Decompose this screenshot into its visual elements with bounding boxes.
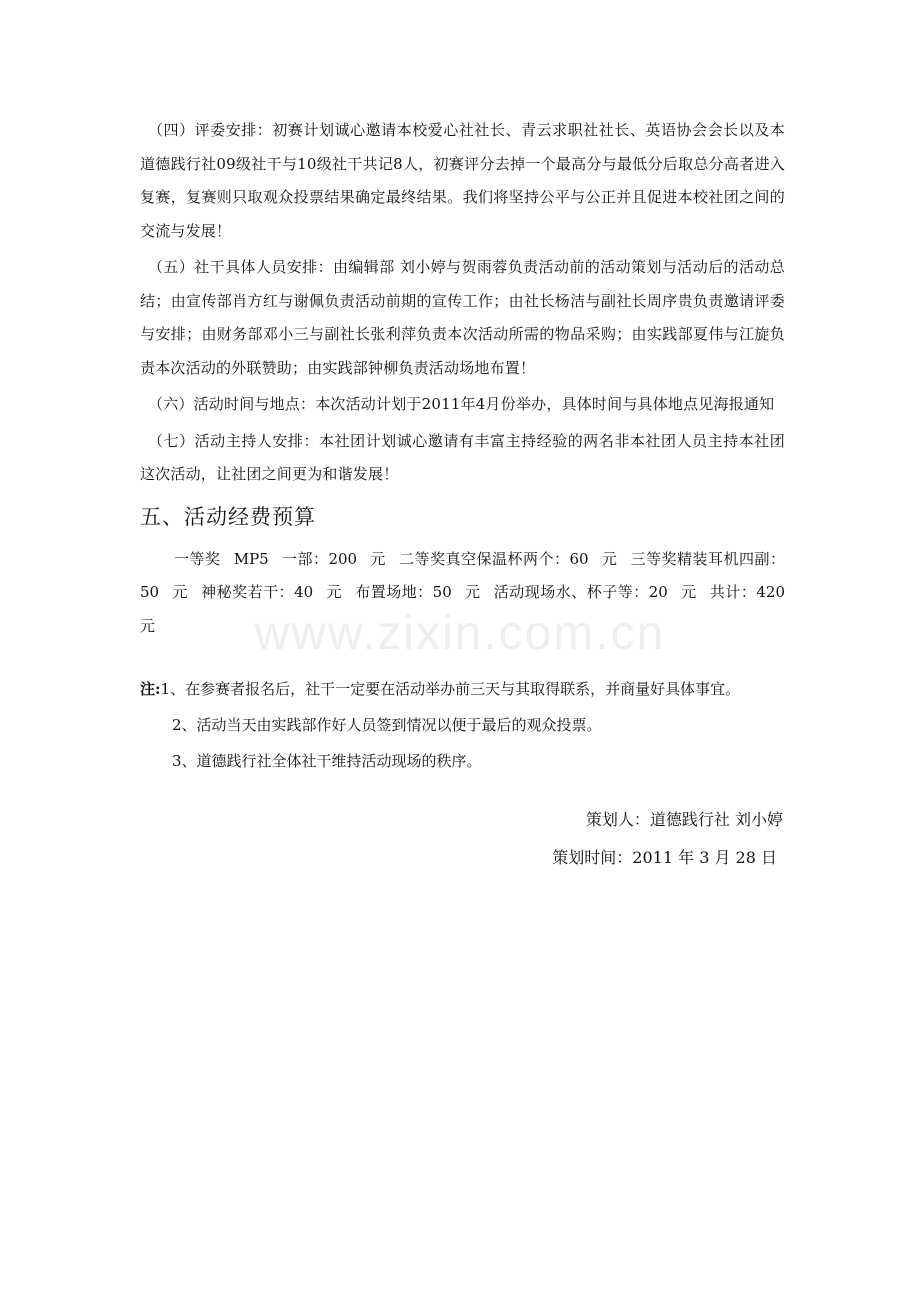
signature-block bbox=[140, 801, 785, 877]
note-item-1 bbox=[140, 671, 785, 707]
paragraph-staff: （五）社干具体人员安排：由编辑部 刘小婷与贺雨蓉负责活动前的活动策划与活动后的活动总结；由宣传部肖方红与谢佩负责活动前期的宣传工作；由社长杨洁与副社长周序贵负责邀请评委与安排；由财务部邓小三与副社长张利萍负责本次活动所需的物品采购；由实践部夏伟与江旋负责本次活动的外联赞助；由实践部钟柳负责活动场地布置！ bbox=[140, 258, 785, 377]
notes-block bbox=[140, 671, 785, 779]
section-title-budget: 五、活动经费预算 bbox=[140, 504, 316, 529]
paragraph-host: （七）活动主持人安排：本社团计划诚心邀请有丰富主持经验的两名非本社团人员主持本社团这次活动，让社团之间更为和谐发展！ bbox=[140, 431, 785, 483]
watermark: www.zixin.com.cn bbox=[254, 607, 666, 660]
note-item-3: 3、道德践行社全体社干维持活动现场的秩序。 bbox=[172, 752, 482, 770]
note-text-1: 1、在参赛者报名后，社干一定要在活动举办前三天与其取得联系，并商量好具体事宜。 bbox=[160, 680, 741, 698]
budget-text: 一等奖 MP5 一部：200 元 二等奖真空保温杯两个：60 元 三等奖精装耳机四副：50 元 神秘奖若干：40 元 布置场地：50 元 活动现场水、杯子等：20 元 共计：420 元 bbox=[140, 549, 785, 635]
paragraph-judges: （四）评委安排：初赛计划诚心邀请本校爱心社社长、青云求职社社长、英语协会会长以及本道德践行社09级社干与10级社干共记8人，初赛评分去掉一个最高分与最低分后取总分高者进入复赛，复赛则只取观众投票结果确定最终结果。我们将坚持公平与公正并且促进本校社团之间的交流与发展！ bbox=[140, 121, 785, 240]
planner-line: 策划人：道德践行社 刘小婷 bbox=[585, 810, 783, 829]
notes-label: 注: bbox=[140, 680, 161, 698]
document-body bbox=[140, 114, 785, 877]
note-item-2: 2、活动当天由实践部作好人员签到情况以便于最后的观众投票。 bbox=[172, 716, 602, 734]
plan-date-line: 策划时间：2011 年 3 月 28 日 bbox=[552, 848, 777, 867]
paragraph-time-place: （六）活动时间与地点：本次活动计划于2011年4月份举办，具体时间与具体地点见海报通知 bbox=[148, 395, 775, 413]
